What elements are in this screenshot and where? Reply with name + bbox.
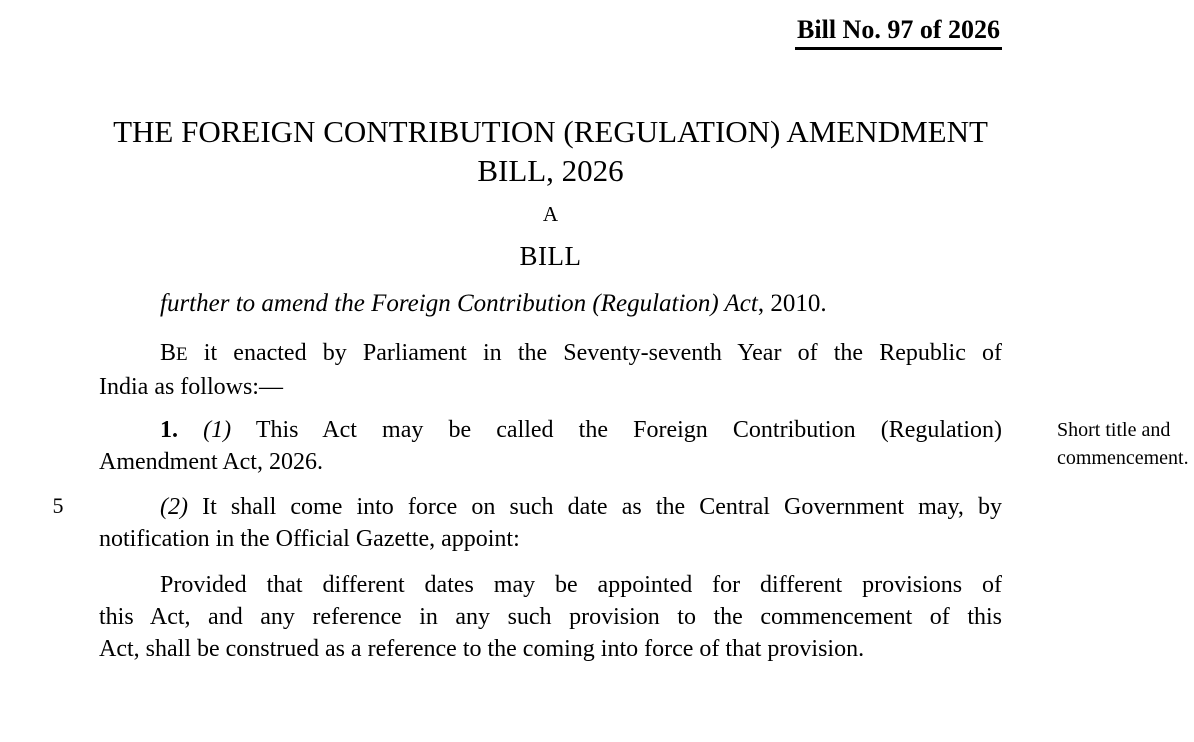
bill-number-text: Bill No. 97 of 2026 <box>795 14 1002 50</box>
act-title-line-2: BILL, 2026 <box>477 153 624 188</box>
article-a-label: A <box>542 202 559 226</box>
proviso-line-2: this Act, and any reference in any such provision to the commencement of this <box>99 604 1002 630</box>
enacting-clause-line-1 <box>99 337 1002 371</box>
bill-number <box>795 14 1002 50</box>
subsection-1-line-2: Amendment Act, 2026. <box>99 449 323 475</box>
subsection-1-line-1 <box>99 414 1002 446</box>
act-title-line-1: THE FOREIGN CONTRIBUTION (REGULATION) AMENDMENT <box>113 114 988 149</box>
subsection-2-marker: (2) <box>160 494 188 520</box>
enacting-clause <box>99 337 1002 403</box>
subsection-2-line-2: notification in the Official Gazette, appoint: <box>99 526 520 552</box>
act-title <box>99 112 1002 190</box>
long-title-roman-text: , 2010. <box>757 290 827 317</box>
bill-word-label: BILL <box>519 241 582 271</box>
enacting-be-initial: B <box>160 340 177 366</box>
margin-note-short-title <box>1057 416 1194 472</box>
subsection-1-text: This Act may be called the Foreign Contribution (Regulation) <box>255 417 1003 443</box>
section-1-subsection-1 <box>99 414 1002 478</box>
long-title-italic-text: further to amend the Foreign Contribution (Regulation) Act <box>160 290 758 317</box>
line-number-5: 5 <box>52 493 64 518</box>
enacting-be-smallcap: E <box>176 344 188 365</box>
proviso-line-3: Act, shall be construed as a reference to the coming into force of that provision. <box>99 636 865 662</box>
subsection-2-line-1 <box>99 491 1002 523</box>
section-1-subsection-2 <box>99 491 1002 555</box>
long-title <box>99 288 1002 320</box>
enacting-clause-line-2: India as follows:— <box>99 374 283 400</box>
long-title-line <box>99 288 1002 320</box>
section-1-number: 1. <box>160 417 178 443</box>
proviso-line-1: Provided that different dates may be appointed for different provisions of <box>160 572 1002 598</box>
subsection-2-text: It shall come into force on such date as the Central Government may, by <box>202 494 1003 520</box>
margin-note-line-1: Short title and <box>1057 419 1171 441</box>
margin-note-line-2: commencement. <box>1057 447 1189 469</box>
subsection-1-marker: (1) <box>203 417 232 443</box>
text-column <box>99 0 1002 742</box>
proviso-paragraph <box>99 569 1002 665</box>
enacting-line-1-text: it enacted by Parliament in the Seventy-seventh Year of the Republic of <box>203 340 1003 366</box>
